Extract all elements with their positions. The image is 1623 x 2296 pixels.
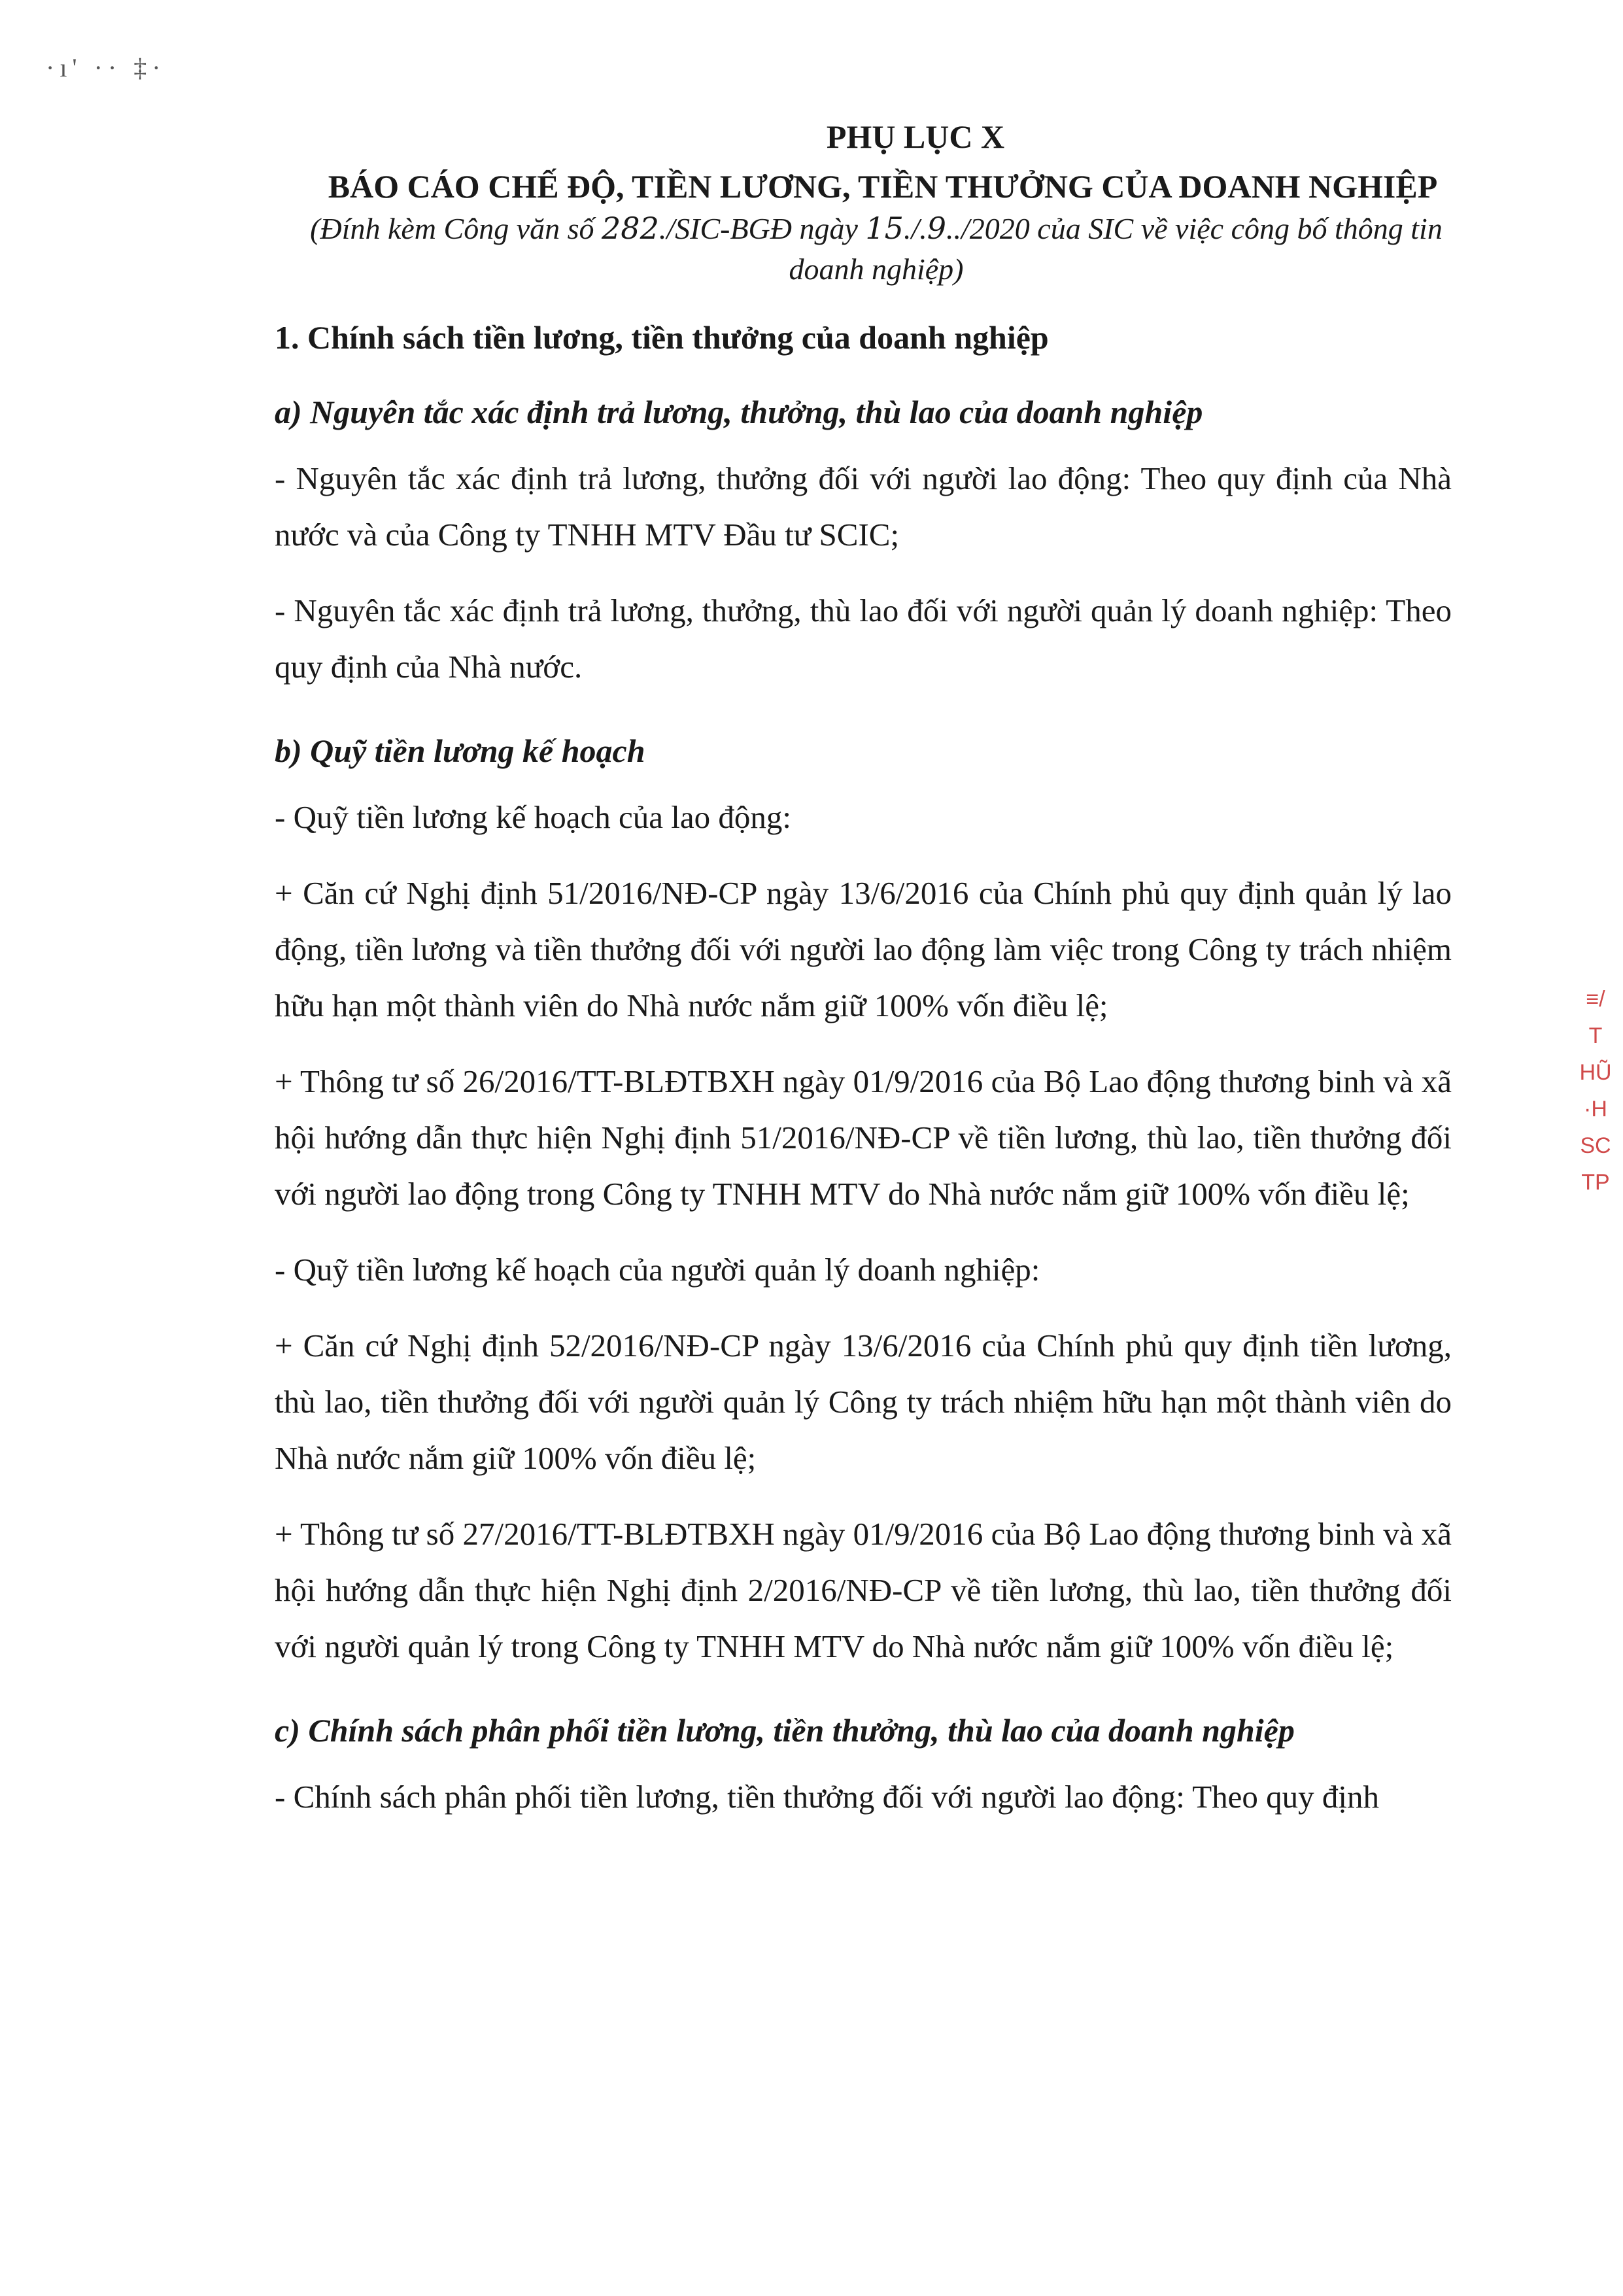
appendix-title: PHỤ LỤC X <box>826 118 1005 155</box>
stamp-text: HŨ <box>1579 1060 1612 1085</box>
handwritten-doc-number: 282 <box>602 211 659 246</box>
stamp-text: ≡/ <box>1586 987 1605 1012</box>
paragraph: - Nguyên tắc xác định trả lương, thưởng đối với người lao động: Theo quy định của Nhà nước và của Công ty TNHH MTV Đầu tư SCIC; <box>275 460 1452 553</box>
attachment-suffix: ../2020 của SIC về việc công bố thông tin doanh nghiệp) <box>789 212 1443 286</box>
stamp-text: TP <box>1581 1170 1610 1195</box>
red-stamp-fragment <box>1573 981 1618 1201</box>
stamp-text: SC <box>1580 1133 1611 1158</box>
paragraph: + Căn cứ Nghị định 51/2016/NĐ-CP ngày 13/6/2016 của Chính phủ quy định quản lý lao động, tiền lương và tiền thưởng đối với người lao động làm việc trong Công ty trách nhiệm hữu hạn một thành viên do Nhà nước nắm giữ 100% vốn điều lệ; <box>275 875 1452 1023</box>
subsection-b-heading: b) Quỹ tiền lương kế hoạch <box>275 732 645 769</box>
scan-marks: ·ı' ·· ‡· <box>46 53 166 82</box>
stamp-text: ·H <box>1584 1097 1607 1122</box>
attachment-note <box>275 208 1452 290</box>
subsection-a-heading: a) Nguyên tắc xác định trả lương, thưởng, thù lao của doanh nghiệp <box>275 394 1203 430</box>
attachment-prefix: (Đính kèm Công văn số <box>310 212 602 245</box>
paragraph: - Chính sách phân phối tiền lương, tiền thưởng đối với người lao động: Theo quy định <box>275 1779 1380 1815</box>
stamp-text: T <box>1588 1023 1603 1048</box>
attachment-sep: ./. <box>903 212 927 245</box>
paragraph: - Nguyên tắc xác định trả lương, thưởng, thù lao đối với người quản lý doanh nghiệp: Theo quy định của Nhà nước. <box>275 592 1452 685</box>
paragraph: + Căn cứ Nghị định 52/2016/NĐ-CP ngày 13/6/2016 của Chính phủ quy định tiền lương, thù lao, tiền thưởng đối với người quản lý Công ty trách nhiệm hữu hạn một thành viên do Nhà nước nắm giữ 100% vốn điều lệ; <box>275 1328 1452 1476</box>
handwritten-month: 9 <box>927 211 947 246</box>
section-1-heading: 1. Chính sách tiền lương, tiền thưởng của doanh nghiệp <box>275 319 1049 356</box>
document-page <box>275 118 1452 1825</box>
paragraph: + Thông tư số 27/2016/TT-BLĐTBXH ngày 01/9/2016 của Bộ Lao động thương binh và xã hội hướng dẫn thực hiện Nghị định 2/2016/NĐ-CP về tiền lương, thù lao, tiền thưởng đối với người quản lý trong Công ty TNHH MTV do Nhà nước nắm giữ 100% vốn điều lệ; <box>275 1516 1452 1664</box>
paragraph: + Thông tư số 26/2016/TT-BLĐTBXH ngày 01/9/2016 của Bộ Lao động thương binh và xã hội hướng dẫn thực hiện Nghị định 51/2016/NĐ-CP về tiền lương, thù lao, tiền thưởng đối với người lao động trong Công ty TNHH MTV do Nhà nước nắm giữ 100% vốn điều lệ; <box>275 1063 1452 1212</box>
paragraph: - Quỹ tiền lương kế hoạch của người quản lý doanh nghiệp: <box>275 1252 1040 1288</box>
subsection-c-heading: c) Chính sách phân phối tiền lương, tiền thưởng, thù lao của doanh nghiệp <box>275 1712 1295 1749</box>
attachment-mid: ./SIC-BGĐ ngày <box>658 212 866 245</box>
main-title: BÁO CÁO CHẾ ĐỘ, TIỀN LƯƠNG, TIỀN THƯỞNG CỦA DOANH NGHIỆP <box>328 168 1438 205</box>
handwritten-day: 15 <box>865 211 904 246</box>
paragraph: - Quỹ tiền lương kế hoạch của lao động: <box>275 799 791 835</box>
